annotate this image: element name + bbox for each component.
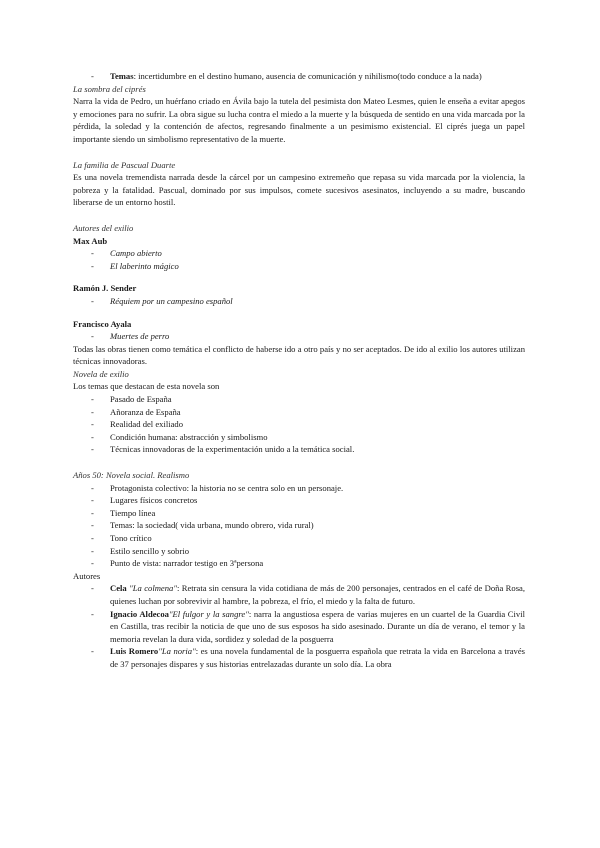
intro-list xyxy=(73,70,525,83)
list-item xyxy=(73,70,525,83)
section-title-anos50: Años 50: Novela social. Realismo xyxy=(73,470,190,481)
list-item: - El laberinto mágico xyxy=(73,260,525,273)
authors-list xyxy=(73,582,525,670)
list-item: - Campo abierto xyxy=(73,247,525,260)
works-list xyxy=(73,247,525,272)
list-item: - Añoranza de España xyxy=(73,406,525,419)
works-list xyxy=(73,295,525,308)
list-item xyxy=(73,608,525,646)
author-name: Ignacio Aldecoa xyxy=(110,608,169,619)
work-title: "La colmena" xyxy=(129,583,177,594)
list-item: - Realidad del exiliado xyxy=(73,418,525,431)
section-title-sombra: La sombra del ciprés xyxy=(73,83,146,94)
list-item: - Condición humana: abstracción y simbolismo xyxy=(73,431,525,444)
features-list xyxy=(73,482,525,570)
paragraph-sombra: Narra la vida de Pedro, un huérfano criado en Ávila bajo la tutela del pesimista don Mateo Lesmes, quien le enseña a evitar apegos y emociones para no sufrir. La obra sigue su lucha contra el miedo a la muerte y la búsqueda de sentido en una vida marcada por la pérdida, la soledad y la contención de afectos, regresando finalmente a un pesimismo existencial. El ciprés juega un papel importante siendo un simbolismo representativo de la muerte. xyxy=(73,96,525,144)
list-item: - Muertes de perro xyxy=(73,330,525,343)
list-item: - Protagonista colectivo: la historia no se centra solo en un personaje. xyxy=(73,482,525,495)
themes-list xyxy=(73,393,525,456)
works-list xyxy=(73,330,525,343)
list-item: - Lugares físicos concretos xyxy=(73,494,525,507)
list-item: - Punto de vista: narrador testigo en 3ªpersona xyxy=(73,557,525,570)
list-item: - Tiempo línea xyxy=(73,507,525,520)
author-name: Francisco Ayala xyxy=(73,318,132,329)
paragraph-exilio: Todas las obras tienen como temática el conflicto de haberse ido a otro país y no ser aceptados. De ido al exilio los autores utilizan técnicas innovadoras. xyxy=(73,343,525,367)
authors-label: Autores xyxy=(73,570,101,581)
paragraph-intro: Los temas que destacan de esta novela son xyxy=(73,381,220,392)
paragraph-familia: Es una novela tremendista narrada desde la cárcel por un campesino extremeño que repasa su vida marcada por la violencia, la pobreza y la fatalidad. Pascual, dominado por sus impulsos, comete sucesivos asesinatos, incluyendo a su madre, buscando liberarse de un entorno hostil. xyxy=(73,172,525,208)
list-item xyxy=(73,582,525,607)
list-item: - Pasado de España xyxy=(73,393,525,406)
section-title-novela-exilio: Novela de exilio xyxy=(73,368,129,379)
work-title: "El fulgor y la sangre" xyxy=(168,608,249,619)
author-name: Luis Romero xyxy=(110,646,159,657)
document-content xyxy=(73,70,525,671)
author-description: : es una novela fundamental de la posguerra española que retrata la vida en Barcelona a través de 37 personajes dispares y sus historias entrelazadas durante un solo día. La obra xyxy=(110,646,525,669)
section-title-familia: La familia de Pascual Duarte xyxy=(73,159,176,170)
author-name: Cela xyxy=(110,583,127,594)
list-item-label: Temas xyxy=(110,71,134,81)
list-item xyxy=(73,645,525,670)
work-title: "La noria" xyxy=(158,646,196,657)
author-name: Ramón J. Sender xyxy=(73,283,137,294)
author-name: Max Aub xyxy=(73,235,108,246)
list-item-text: : incertidumbre en el destino humano, ausencia de comunicación y nihilismo(todo conduce a la nada) xyxy=(133,71,482,81)
list-item: - Tono crítico xyxy=(73,532,525,545)
list-item: - Estilo sencillo y sobrio xyxy=(73,545,525,558)
list-item: - Réquiem por un campesino español xyxy=(73,295,525,308)
author-description: : narra la angustiosa espera de varias mujeres en un cuartel de la Guardia Civil en Castilla, tras recibir la noticia de que uno de sus esposos ha sido asesinado. Durante un día de verano, el temor y la memoria revelan la dura vida, sordidez y soledad de la posguerra xyxy=(110,608,525,644)
author-description: : Retrata sin censura la vida cotidiana de más de 200 personajes, centrados en el café de Doña Rosa, quienes luchan por sobrevivir al hambre, la pobreza, el frío, el miedo y la falta de futuro. xyxy=(110,583,526,606)
list-item: - Temas: la sociedad( vida urbana, mundo obrero, vida rural) xyxy=(73,519,525,532)
list-item: - Técnicas innovadoras de la experimentación unido a la temática social. xyxy=(73,443,525,456)
section-title-exilio: Autores del exilio xyxy=(73,222,134,233)
